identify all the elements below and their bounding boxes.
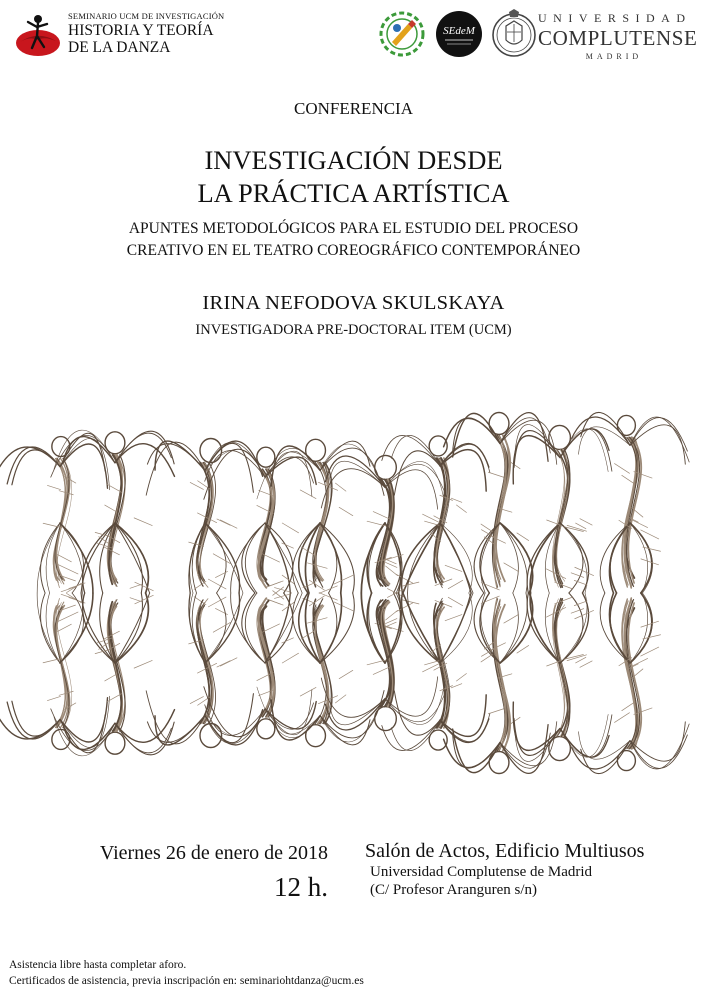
event-venue-address: (C/ Profesor Aranguren s/n) <box>370 882 538 898</box>
event-title-line2: LA PRÁCTICA ARTÍSTICA <box>197 178 510 208</box>
event-subtitle-line1: APUNTES METODOLÓGICOS PARA EL ESTUDIO DEL PROCESO <box>128 220 579 237</box>
event-time: 12 h. <box>274 872 328 902</box>
green-wreath-logo-icon <box>378 10 426 58</box>
certificate-note: Certificados de asistencia, previa inscripación en: seminariohtdanza@ucm.es <box>9 975 364 987</box>
dancer-figure <box>146 439 262 615</box>
attendance-note: Asistencia libre hasta completar aforo. <box>9 959 187 971</box>
dancer-figure <box>513 593 612 761</box>
event-date: Viernes 26 de enero de 2018 <box>99 842 328 864</box>
dancer-figure <box>513 425 612 593</box>
ucm-seal-icon <box>491 8 537 62</box>
ucm-wordmark <box>538 11 698 61</box>
ucm-line3: MADRID <box>585 52 643 61</box>
seminar-dancer-logo-icon <box>14 10 62 58</box>
event-title-line1: INVESTIGACIÓN DESDE <box>204 145 503 175</box>
ucm-line1: UNIVERSIDAD <box>538 11 692 25</box>
dancer-figure <box>572 412 690 593</box>
ucm-line2: COMPLUTENSE <box>538 26 698 50</box>
dancer-figure <box>204 581 316 744</box>
seminar-name-line1: HISTORIA Y TEORÍA <box>68 21 214 39</box>
dancer-sketch-artwork <box>0 362 707 824</box>
dancer-figure <box>204 442 316 605</box>
dancer-figure <box>0 583 110 753</box>
event-subtitle-line2: CREATIVO EN EL TEATRO COREOGRÁFICO CONTEMPORÁNEO <box>126 242 581 259</box>
speaker-role: INVESTIGADORA PRE-DOCTORAL ITEM (UCM) <box>195 322 512 338</box>
dancer-figure <box>572 593 690 774</box>
seminar-small-label: SEMINARIO UCM DE INVESTIGACIÓN <box>68 11 225 21</box>
event-type-label: CONFERENCIA <box>293 99 413 118</box>
dancer-figure <box>0 433 110 603</box>
sedem-logo-label: SEdeM <box>443 25 475 37</box>
dancer-figure <box>146 571 262 747</box>
seminar-title <box>68 12 224 56</box>
event-venue-institution: Universidad Complutense de Madrid <box>370 864 593 880</box>
event-venue: Salón de Actos, Edificio Multiusos <box>365 840 645 862</box>
speaker-name: IRINA NEFODOVA SKULSKAYA <box>202 292 505 314</box>
sedem-logo-icon <box>435 10 483 58</box>
seminar-name-line2: DE LA DANZA <box>68 39 171 56</box>
